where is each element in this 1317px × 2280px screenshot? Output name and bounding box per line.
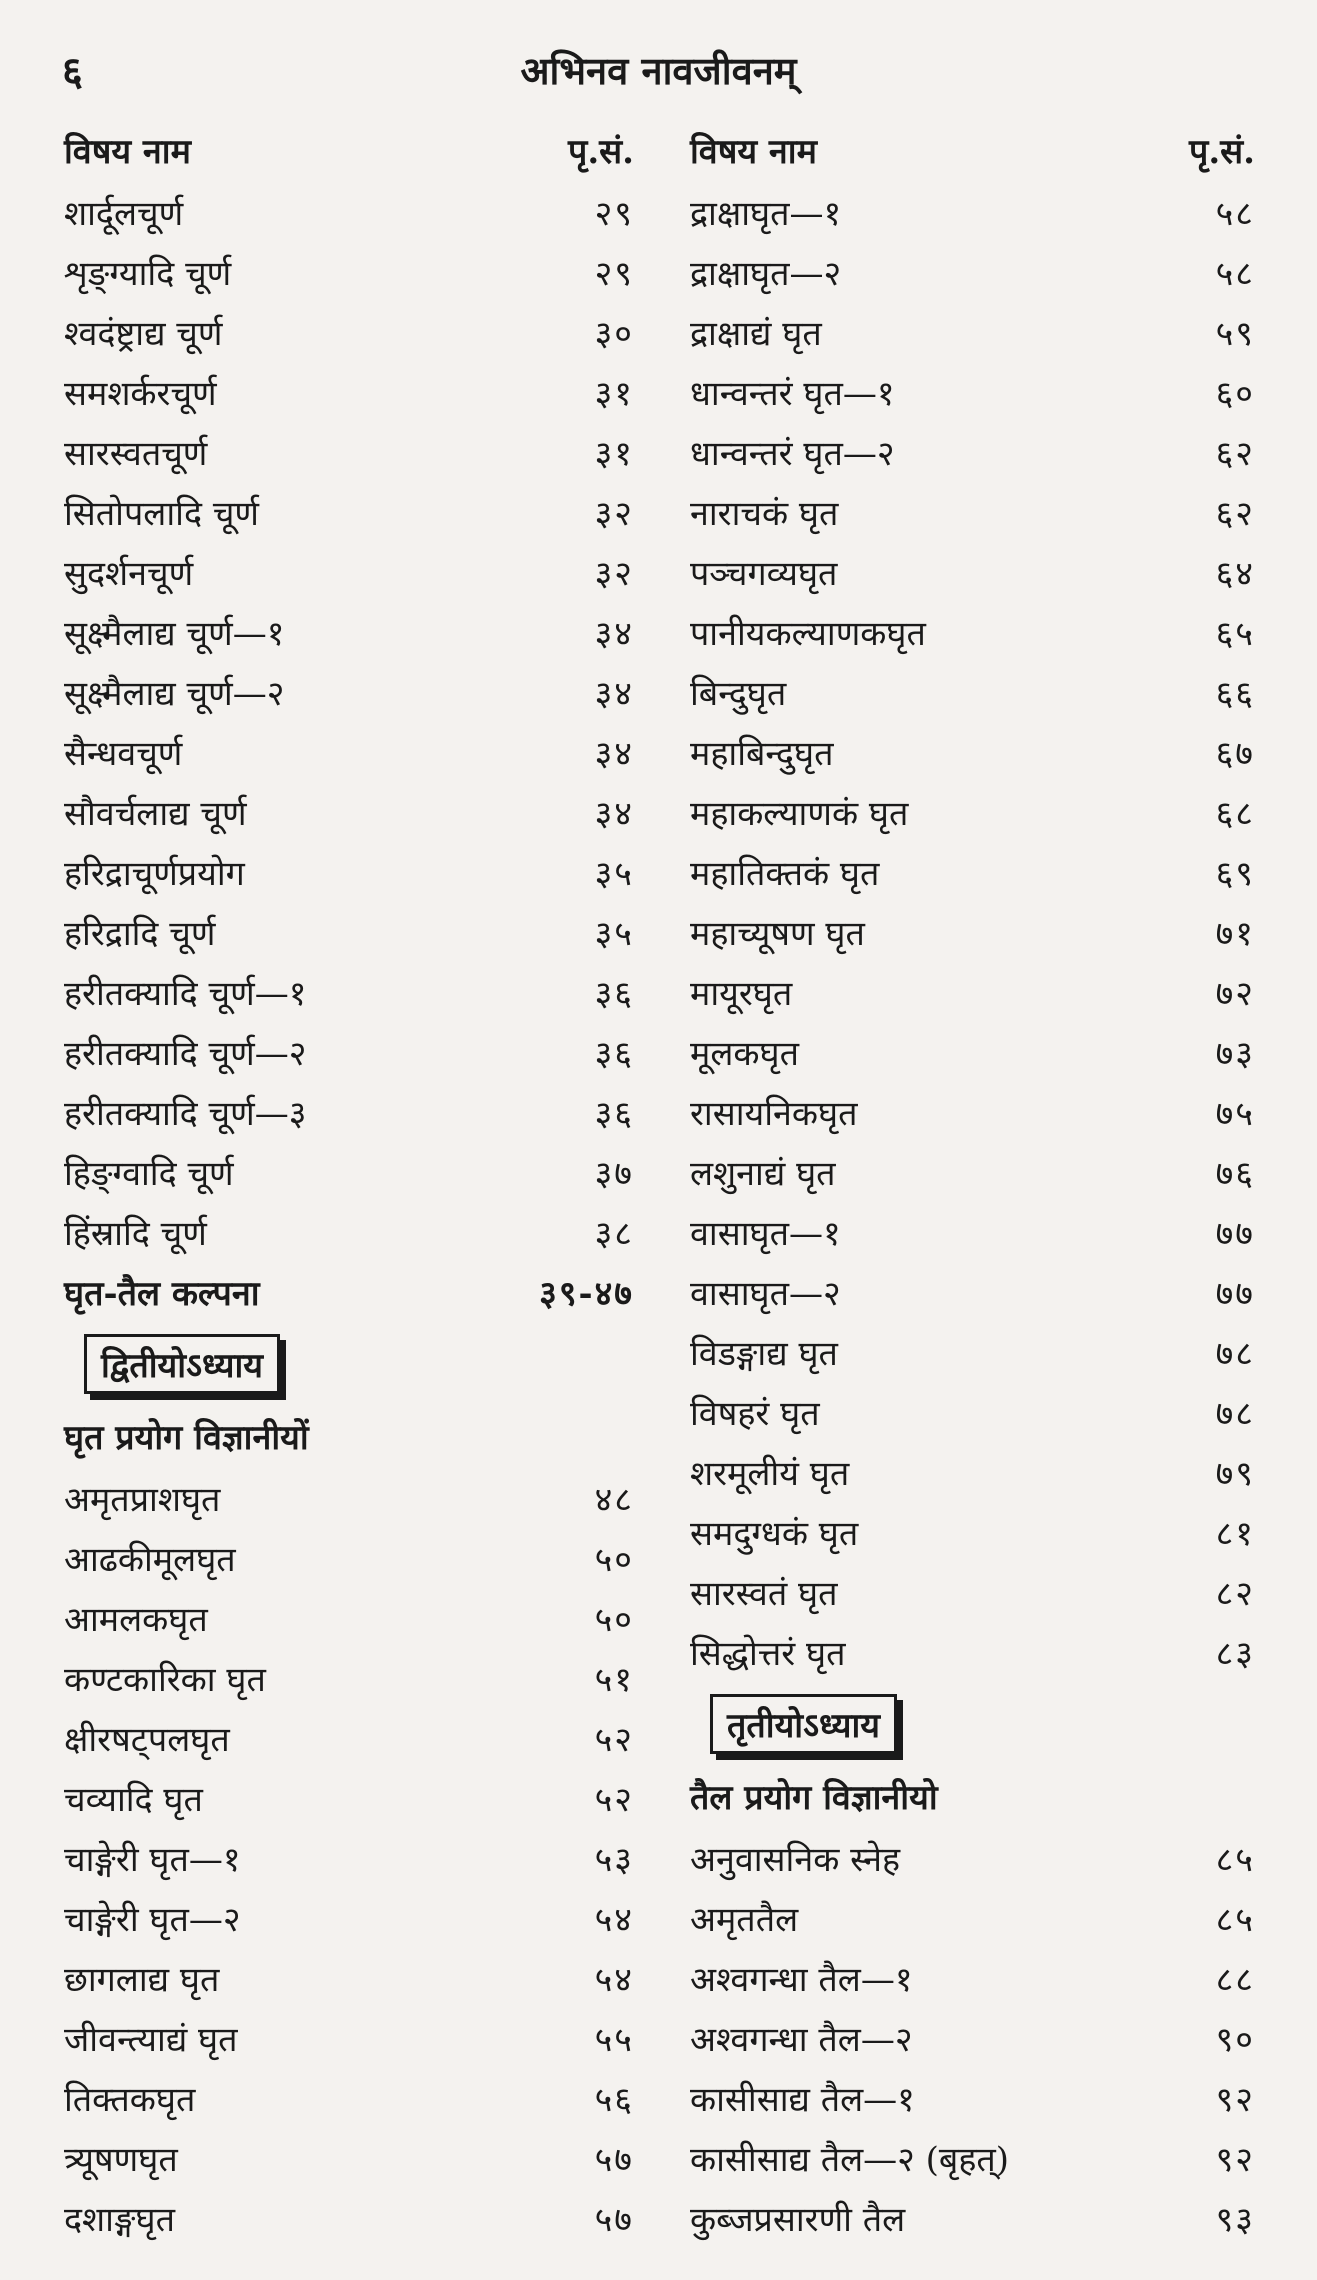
toc-entry [64, 662, 634, 722]
entry-page: ५८ [1215, 254, 1255, 294]
entry-page: ५२ [594, 1780, 634, 1820]
entry-title: सारस्वतचूर्ण [64, 434, 208, 474]
toc-entry [690, 902, 1255, 962]
entry-page: ३६ [594, 974, 634, 1014]
toc-entry [690, 782, 1255, 842]
header-page: पृ.सं. [568, 132, 634, 172]
entry-page: ३५ [594, 854, 634, 894]
toc-entry [690, 1888, 1255, 1948]
toc-entry [690, 1202, 1255, 1262]
entry-title: धान्वन्तरं घृत—१ [690, 374, 895, 414]
running-title: अभिनव नावजीवनम् [520, 48, 797, 93]
entry-page: ३४ [594, 614, 634, 654]
entry-page: ९० [1215, 2020, 1255, 2060]
entry-list [64, 1468, 634, 2248]
section-heading-ghrita: घृत प्रयोग विज्ञानीयों [64, 1418, 309, 1458]
entry-page: ५० [594, 1540, 634, 1580]
entry-page: ५४ [594, 1960, 634, 2000]
entry-page: ७६ [1215, 1154, 1255, 1194]
entry-page: ७८ [1215, 1394, 1255, 1434]
entry-page: ३४ [594, 674, 634, 714]
entry-page: ८५ [1215, 1900, 1255, 1940]
entry-page: २९ [594, 194, 634, 234]
entry-list [690, 1828, 1255, 2248]
toc-entry [690, 722, 1255, 782]
entry-title: हरिद्राचूर्णप्रयोग [64, 854, 245, 894]
entry-page: ३५ [594, 914, 634, 954]
entry-page: ८५ [1215, 1840, 1255, 1880]
toc-entry [690, 1828, 1255, 1888]
entry-page: ७१ [1215, 914, 1255, 954]
entry-title: समशर्करचूर्ण [64, 374, 217, 414]
toc-entry [64, 1648, 634, 1708]
toc-entry [690, 662, 1255, 722]
entry-title: अमृततैल [690, 1900, 799, 1940]
toc-entry [64, 1468, 634, 1528]
toc-entry [64, 1142, 634, 1202]
toc-entry [64, 1202, 634, 1262]
entry-title: सौवर्चलाद्य चूर्ण [64, 794, 247, 834]
toc-entry [690, 2188, 1255, 2248]
entry-title: कासीसाद्य तैल—२ (बृहत्) [690, 2140, 1010, 2180]
page-number: ६ [62, 48, 83, 95]
entry-page: ५५ [594, 2020, 634, 2060]
section-heading-taila: तैल प्रयोग विज्ञानीयो [690, 1778, 938, 1818]
header-subject: विषय नाम [690, 132, 817, 172]
chapter-heading-2: द्वितीयोऽध्याय [84, 1334, 280, 1394]
toc-entry [690, 1022, 1255, 1082]
entry-title: नाराचकं घृत [690, 494, 839, 534]
toc-entry [64, 242, 634, 302]
toc-entry [690, 242, 1255, 302]
entry-page: ७७ [1215, 1274, 1255, 1314]
entry-page: ९३ [1215, 2200, 1255, 2240]
entry-page: ६६ [1215, 674, 1255, 714]
entry-page: ७२ [1215, 974, 1255, 1014]
entry-page: ३१ [594, 374, 634, 414]
entry-title: सूक्ष्मैलाद्य चूर्ण—१ [64, 614, 285, 654]
toc-entry [690, 482, 1255, 542]
toc-entry [690, 1322, 1255, 1382]
entry-title: चाङ्गेरी घृत—२ [64, 1900, 241, 1940]
entry-title: धान्वन्तरं घृत—२ [690, 434, 895, 474]
entry-page: ६० [1215, 374, 1255, 414]
toc-entry [64, 602, 634, 662]
toc-entry [690, 2008, 1255, 2068]
entry-title: विषहरं घृत [690, 1394, 820, 1434]
toc-entry [690, 2128, 1255, 2188]
toc-entry [690, 842, 1255, 902]
entry-title: आमलकघृत [64, 1600, 208, 1640]
toc-entry [64, 1768, 634, 1828]
entry-title: पञ्चगव्यघृत [690, 554, 838, 594]
toc-entry [690, 422, 1255, 482]
entry-title: महाबिन्दुघृत [690, 734, 834, 774]
entry-title: द्राक्षाघृत—२ [690, 254, 842, 294]
entry-page: ५१ [594, 1660, 634, 1700]
entry-title: लशुनाद्यं घृत [690, 1154, 836, 1194]
entry-title: विडङ्गाद्य घृत [690, 1334, 838, 1374]
entry-title: त्र्यूषणघृत [64, 2140, 178, 2180]
entry-page: ३७ [594, 1154, 634, 1194]
entry-title: सैन्धवचूर्ण [64, 734, 183, 774]
toc-entry [690, 1948, 1255, 2008]
toc-entry [64, 1528, 634, 1588]
toc-entry [64, 902, 634, 962]
entry-page: ३४ [594, 734, 634, 774]
toc-entry [64, 182, 634, 242]
entry-title: हिंस्रादि चूर्ण [64, 1214, 207, 1254]
entry-page: ७८ [1215, 1334, 1255, 1374]
entry-title: श्वदंष्ट्राद्य चूर्ण [64, 314, 223, 354]
entry-page: ३० [594, 314, 634, 354]
entry-title: सुदर्शनचूर्ण [64, 554, 194, 594]
entry-page: २९ [594, 254, 634, 294]
entry-title: शार्दूलचूर्ण [64, 194, 184, 234]
toc-entry [64, 1948, 634, 2008]
entry-page: ७५ [1215, 1094, 1255, 1134]
entry-page: ३६ [594, 1094, 634, 1134]
toc-entry [690, 1142, 1255, 1202]
entry-page: ८३ [1215, 1634, 1255, 1674]
entry-page: ५० [594, 1600, 634, 1640]
entry-title: शृङ्ग्यादि चूर्ण [64, 254, 232, 294]
toc-entry [690, 1082, 1255, 1142]
entry-title: हरिद्रादि चूर्ण [64, 914, 216, 954]
entry-list [64, 182, 634, 1262]
entry-title: सूक्ष्मैलाद्य चूर्ण—२ [64, 674, 285, 714]
entry-title: तिक्तकघृत [64, 2080, 196, 2120]
entry-page: ५७ [594, 2140, 634, 2180]
entry-page: ८२ [1215, 1574, 1255, 1614]
entry-page: ५६ [594, 2080, 634, 2120]
toc-entry [64, 1888, 634, 1948]
entry-title: हरीतक्यादि चूर्ण—२ [64, 1034, 307, 1074]
entry-page: ३४ [594, 794, 634, 834]
entry-title: कुब्जप्रसारणी तैल [690, 2200, 906, 2240]
entry-page: ५७ [594, 2200, 634, 2240]
entry-page: ७९ [1215, 1454, 1255, 1494]
entry-page: ६२ [1215, 434, 1255, 474]
toc-entry [690, 362, 1255, 422]
entry-page: ९२ [1215, 2140, 1255, 2180]
entry-page: ६५ [1215, 614, 1255, 654]
toc-entry [690, 182, 1255, 242]
toc-entry [690, 2068, 1255, 2128]
entry-title: पानीयकल्याणकघृत [690, 614, 926, 654]
entry-title: अश्वगन्धा तैल—२ [690, 2020, 913, 2060]
toc-entry [64, 1082, 634, 1142]
header-subject: विषय नाम [64, 132, 191, 172]
entry-title: सितोपलादि चूर्ण [64, 494, 259, 534]
left-column [64, 118, 634, 2248]
entry-page: ४८ [594, 1480, 634, 1520]
entry-title: कासीसाद्य तैल—१ [690, 2080, 915, 2120]
entry-title: हरीतक्यादि चूर्ण—३ [64, 1094, 307, 1134]
entry-title: अमृतप्राशघृत [64, 1480, 221, 1520]
entry-page: ९२ [1215, 2080, 1255, 2120]
entry-title: बिन्दुघृत [690, 674, 787, 714]
entry-title: महाकल्याणकं घृत [690, 794, 909, 834]
toc-entry [690, 542, 1255, 602]
toc-entry [690, 302, 1255, 362]
toc-entry [64, 1022, 634, 1082]
toc-entry [64, 2008, 634, 2068]
entry-title: छागलाद्य घृत [64, 1960, 220, 2000]
toc-entry [690, 1562, 1255, 1622]
chapter-heading-3: तृतीयोऽध्याय [710, 1694, 897, 1754]
toc-entry [690, 1442, 1255, 1502]
entry-title: द्राक्षाघृत—१ [690, 194, 842, 234]
entry-page: ८८ [1215, 1960, 1255, 2000]
entry-title: मायूरघृत [690, 974, 793, 1014]
entry-title: क्षीरषट्पलघृत [64, 1720, 230, 1760]
entry-title: शरमूलीयं घृत [690, 1454, 850, 1494]
entry-title: चव्यादि घृत [64, 1780, 203, 1820]
entry-page: ५४ [594, 1900, 634, 1940]
entry-title: कण्टकारिका घृत [64, 1660, 266, 1700]
column-header [690, 118, 1255, 182]
entry-page: ५९ [1215, 314, 1255, 354]
entry-title: चाङ्गेरी घृत—१ [64, 1840, 241, 1880]
entry-title: अश्वगन्धा तैल—१ [690, 1960, 913, 2000]
toc-entry [64, 962, 634, 1022]
entry-page: ६९ [1215, 854, 1255, 894]
toc-entry [64, 1588, 634, 1648]
entry-title: घृत-तैल कल्पना [64, 1274, 260, 1314]
entry-page: ६४ [1215, 554, 1255, 594]
entry-title: सारस्वतं घृत [690, 1574, 838, 1614]
entry-page: ७७ [1215, 1214, 1255, 1254]
entry-page: ५३ [594, 1840, 634, 1880]
toc-entry [64, 2068, 634, 2128]
toc-entry [690, 1262, 1255, 1322]
entry-page: ३९-४७ [539, 1274, 634, 1314]
entry-page: ३२ [594, 494, 634, 534]
entry-title: हरीतक्यादि चूर्ण—१ [64, 974, 307, 1014]
right-column [690, 118, 1255, 2248]
entry-page: ६८ [1215, 794, 1255, 834]
toc-entry [64, 1708, 634, 1768]
toc-entry [690, 602, 1255, 662]
toc-entry [64, 1828, 634, 1888]
entry-title: हिङ्ग्वादि चूर्ण [64, 1154, 234, 1194]
toc-entry [64, 722, 634, 782]
entry-page: ५८ [1215, 194, 1255, 234]
entry-title: दशाङ्गघृत [64, 2200, 175, 2240]
entry-list [690, 182, 1255, 1682]
toc-entry [64, 542, 634, 602]
entry-title: महातिक्तकं घृत [690, 854, 880, 894]
toc-entry [64, 422, 634, 482]
toc-entry [64, 2188, 634, 2248]
toc-entry [690, 962, 1255, 1022]
entry-title: जीवन्त्याद्यं घृत [64, 2020, 238, 2060]
toc-entry [64, 482, 634, 542]
entry-title: आढकीमूलघृत [64, 1540, 236, 1580]
entry-page: ६२ [1215, 494, 1255, 534]
entry-page: ३६ [594, 1034, 634, 1074]
toc-entry [64, 2128, 634, 2188]
entry-title: अनुवासनिक स्नेह [690, 1840, 901, 1880]
toc-entry [64, 842, 634, 902]
entry-page: ३८ [594, 1214, 634, 1254]
entry-title: मूलकघृत [690, 1034, 799, 1074]
header-page: पृ.सं. [1189, 132, 1255, 172]
entry-title: महाच्यूषण घृत [690, 914, 865, 954]
toc-entry-ghrita-taila [64, 1262, 634, 1322]
entry-title: द्राक्षाद्यं घृत [690, 314, 822, 354]
toc-entry [690, 1382, 1255, 1442]
entry-title: वासाघृत—२ [690, 1274, 841, 1314]
entry-page: ७३ [1215, 1034, 1255, 1074]
toc-entry [64, 302, 634, 362]
entry-title: रासायनिकघृत [690, 1094, 858, 1134]
column-header [64, 118, 634, 182]
entry-page: ८१ [1215, 1514, 1255, 1554]
entry-page: ३२ [594, 554, 634, 594]
entry-title: वासाघृत—१ [690, 1214, 841, 1254]
toc-entry [690, 1502, 1255, 1562]
entry-title: समदुग्धकं घृत [690, 1514, 859, 1554]
entry-page: ३१ [594, 434, 634, 474]
entry-page: ५२ [594, 1720, 634, 1760]
toc-entry [64, 362, 634, 422]
toc-entry [690, 1622, 1255, 1682]
entry-title: सिद्धोत्तरं घृत [690, 1634, 846, 1674]
toc-entry [64, 782, 634, 842]
entry-page: ६७ [1215, 734, 1255, 774]
